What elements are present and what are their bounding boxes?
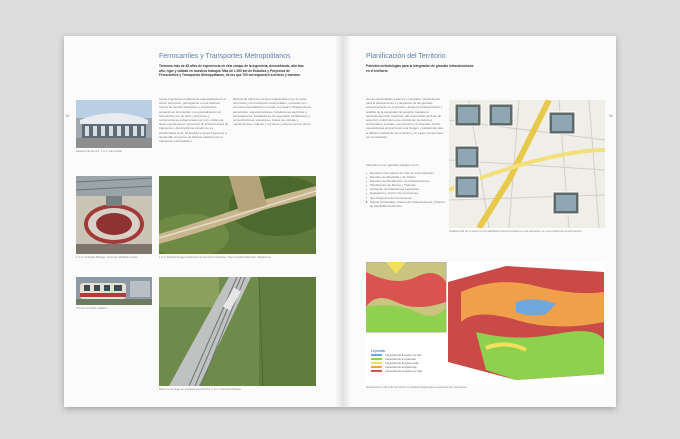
legend-swatch — [371, 370, 382, 373]
legend-item: Capacidad de acogida alta — [371, 357, 427, 361]
left-page-title: Ferrocarriles y Transportes Metropolitanos — [159, 53, 291, 60]
list-item: Que Exigencia de Concesiones. — [366, 196, 446, 200]
tram-caption: Tranvía de Parla, Madrid — [76, 306, 107, 310]
left-col-1: Ayesa Ingeniería es altamente especializada en el sector ferroviario, participando en los distintos tramos de las Alta Velocidad, e importantes actuaciones ferroviarias. La especialización en ferrocarriles por un lado y proyectos y construcciones subterráneas por otro, unida a la larga experiencia en proyectos de infraestructura de transporte y del amplísimo estudio de su problemática local, ha llevado a Ayesa Ingeniería a desarrollar proyectos de altísima calidad para el transporte metropolitano. — [159, 97, 229, 144]
terrain-caption: Manipulación 3D a 3D del Plano de Modelo Digital para evaluación de corredores — [366, 385, 467, 389]
aerial-caption: Base de montaje de instalaciones del P.V. L.A.V. Córdoba-Málaga — [159, 387, 241, 391]
railway-base-aerial-photo — [159, 277, 316, 386]
legend-swatch — [371, 354, 382, 357]
legend-item: Capacidad de acogida muy alta — [371, 353, 427, 357]
tbm-caption: L.A.V. Córdoba-Málaga. Túnel de Abdalajís Oeste — [76, 255, 138, 259]
legend-item: Capacidad de acogida muy baja — [371, 369, 427, 373]
legend-item: Capacidad de acogida baja — [371, 365, 427, 369]
construction-caption: L.A.V. Madrid-Zaragoza-Barcelona-Frontera Francesa. Tramo Lleida-Martorell. Plataforma — [159, 255, 271, 259]
right-page-title: Planificación del Territorio — [366, 53, 446, 60]
list-item: Ubicación de Plataformas Logísticas. — [366, 187, 446, 191]
map-caption: Análisis GIS de impacto en accesibilidad proporcionada por una actuación en una ciudad de concentración — [449, 229, 582, 233]
right-body: Hemos desarrollado potentes y versátiles metodologías para el planeamiento e integración de las grandes infraestructuras en el territorio, desde la caracterización y análisis de la capacidad de acogida, basada en herramientas GIS, hasta las más avanzadas técnicas de selección multicriterio que consideran los factores ambientales, sociales, económicos y funcionales. Estas metodologías proporcionan una imagen y plataforma para la difusión pública de los estudios y su mejor comprensión por la sociedad. — [366, 97, 444, 139]
station-photo — [76, 100, 152, 148]
page-gutter — [335, 36, 351, 407]
list-item: Planes Territoriales, Planes de Infraestructuras y Planes de Movilidad Sostenible. — [366, 200, 446, 208]
list-title: Abordamos con garantía trabajos como: — [366, 163, 420, 167]
tram-photo — [76, 277, 152, 305]
tunnel-boring-machine-photo — [76, 176, 152, 254]
legend-swatch — [371, 366, 382, 369]
list-item: Estudios Informativos de Vías de Comunicación. — [366, 171, 446, 175]
right-page-lead: Potentes metodologías para la integración de grandes infraestructuras en el territorio. — [366, 64, 474, 73]
legend-swatch — [371, 362, 382, 365]
list-item: Estudios de Movilidad y de Tráfico. — [366, 175, 446, 179]
station-caption: Estación Borta Sur, L.A.V. Sant Gallo — [76, 149, 122, 153]
service-list — [366, 171, 446, 208]
railway-construction-photo — [159, 176, 316, 254]
list-item: Evaluación y Control de Inversiones. — [366, 191, 446, 195]
legend-item: Capacidad de acogida media — [371, 361, 427, 365]
legend-swatch — [371, 358, 382, 361]
gis-accessibility-map — [449, 100, 605, 228]
legend-title: Leyenda — [371, 349, 385, 353]
right-page-number: 65 — [609, 114, 613, 118]
terrain-legend — [371, 349, 427, 373]
left-page-number: 64 — [66, 114, 70, 118]
list-item: Estudios de Planificación de Infraestructuras. — [366, 179, 446, 183]
left-col-2: abarcando todos los campos relacionados con el modo ferroviario y del transporte metropolitano, contando con personal especializado en todas sus áreas: infraestructura, estructuras, superestructuras, instalaciones eléctricas y subestaciones, instalaciones de seguridad, señalización y comunicaciones, estaciones, bases de montaje y mantenimiento, talleres y cocheras y direcciones de obras. — [233, 97, 312, 127]
list-item: Planificación de Metros y Tranvías. — [366, 183, 446, 187]
left-page-lead: Tenemos más de 45 años de experiencia en este campo de la ingeniería, demostrando, año tras año, rigor y calidad en nuestros trabajos. Más de 1.000 km de Estudios y Proyectos de Ferrocarriles y Transportes Metropolitanos, de los que 700 corresponden a metros y tranvías. — [159, 64, 304, 78]
